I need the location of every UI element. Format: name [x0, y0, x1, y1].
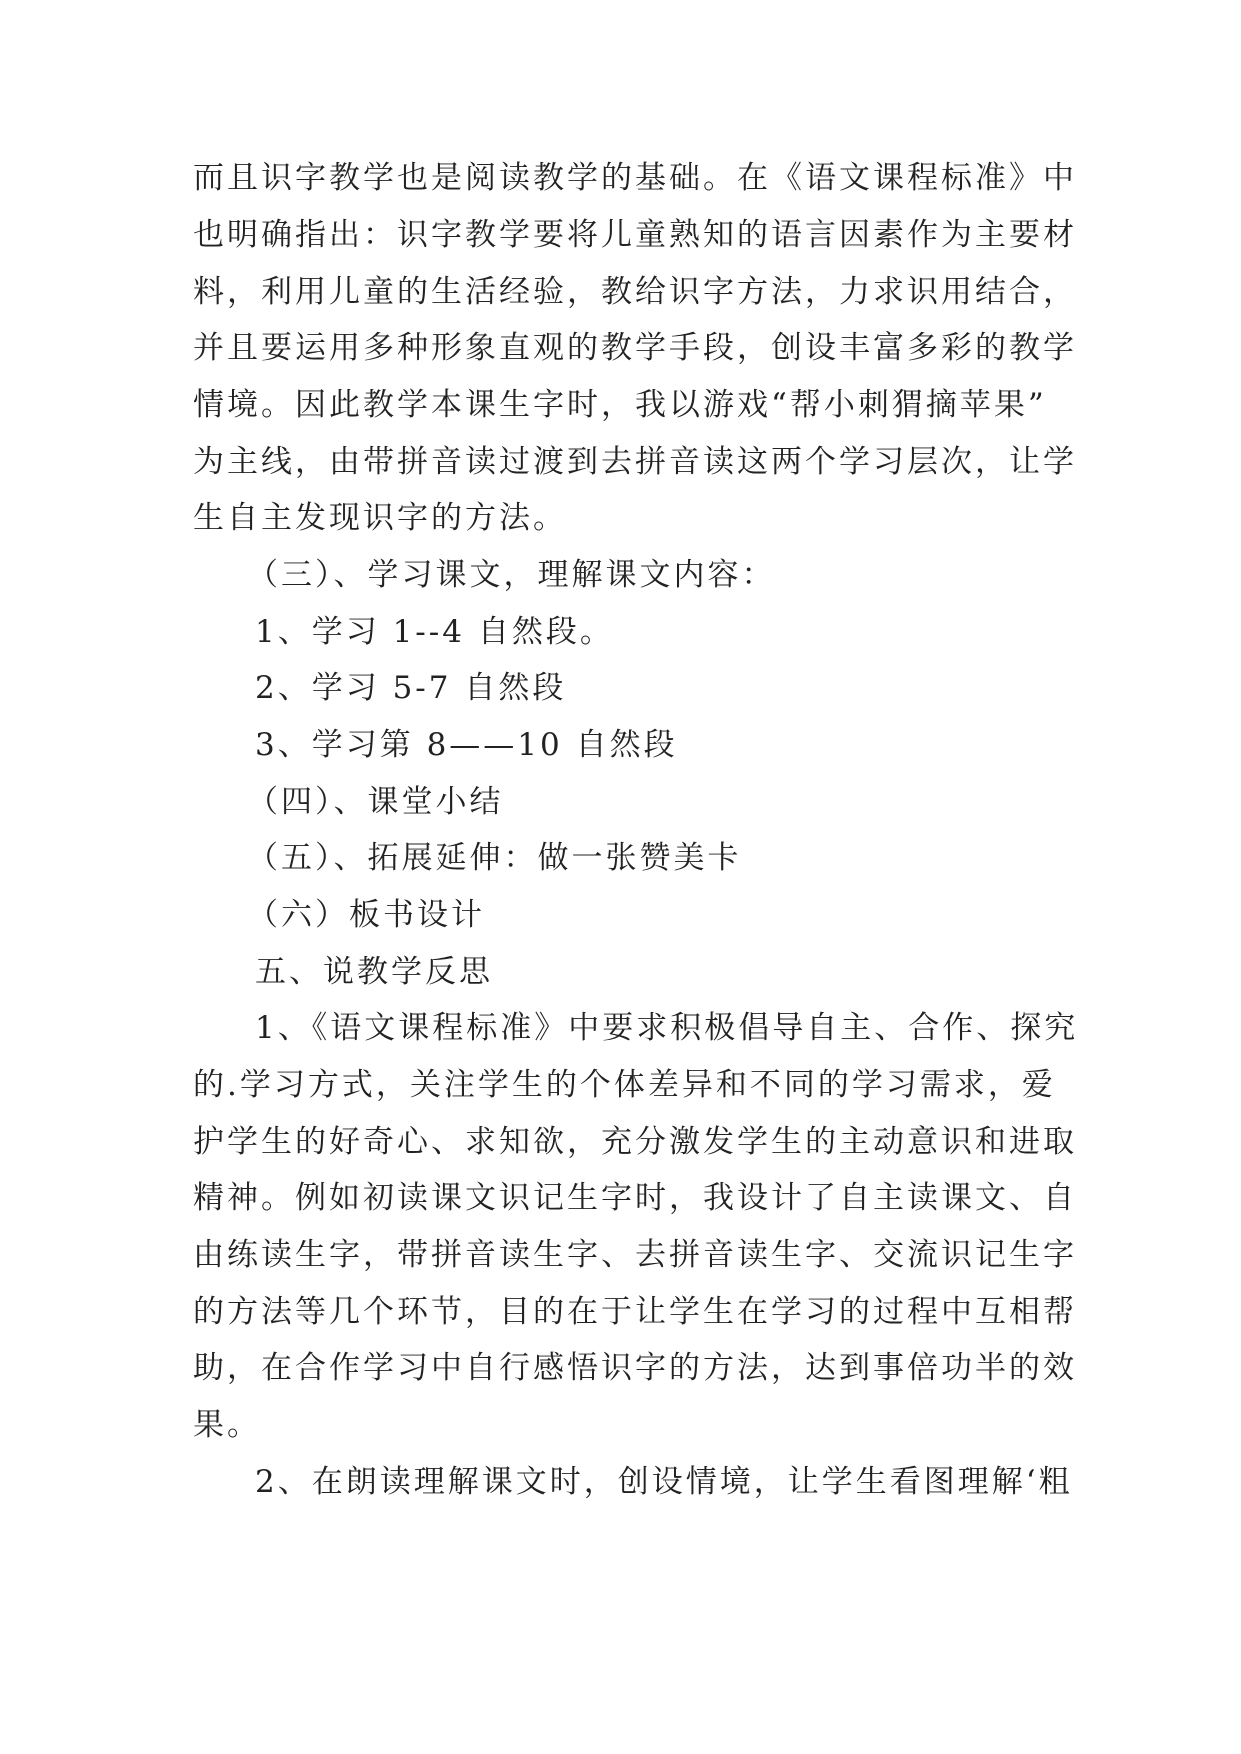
paragraph-line: 果。 [193, 1407, 261, 1443]
paragraph-line: 助，在合作学习中自行感悟识字的方法，达到事倍功半的效 [193, 1350, 1077, 1386]
paragraph-line: 并且要运用多种形象直观的教学手段，创设丰富多彩的教学 [193, 330, 1077, 366]
section-heading-six: （六）板书设计 [247, 897, 485, 933]
list-item: 2、学习 5-7 自然段 [255, 670, 567, 706]
section-heading-four: （四）、课堂小结 [247, 784, 504, 820]
paragraph-line: 精神。例如初读课文识记生字时，我设计了自主读课文、自 [193, 1180, 1077, 1216]
paragraph-line: 为主线，由带拼音读过渡到去拼音读这两个学习层次，让学 [193, 444, 1077, 480]
paragraph-line: 2、在朗读理解课文时，创设情境，让学生看图理解‘粗 [255, 1464, 1073, 1500]
paragraph-line: 的方法等几个环节，目的在于让学生在学习的过程中互相帮 [193, 1294, 1077, 1330]
chapter-heading: 五、说教学反思 [255, 954, 493, 990]
list-item: 1、学习 1--4 自然段。 [255, 614, 614, 650]
paragraph-line: 生自主发现识字的方法。 [193, 500, 567, 536]
paragraph-line: 由练读生字，带拼音读生字、去拼音读生字、交流识记生字 [193, 1237, 1077, 1273]
paragraph-line: 而且识字教学也是阅读教学的基础。在《语文课程标准》中 [193, 160, 1077, 196]
list-item: 3、学习第 8——10 自然段 [255, 727, 678, 763]
paragraph-line: 护学生的好奇心、求知欲，充分激发学生的主动意识和进取 [193, 1124, 1077, 1160]
paragraph-line: 1、《语文课程标准》中要求积极倡导自主、合作、探究 [255, 1010, 1079, 1046]
section-heading-five: （五）、拓展延伸：做一张赞美卡 [247, 840, 742, 876]
paragraph-line: 也明确指出：识字教学要将儿童熟知的语言因素作为主要材 [193, 217, 1077, 253]
paragraph-line: 情境。因此教学本课生字时，我以游戏“帮小刺猬摘苹果” [193, 387, 1047, 423]
section-heading-three: （三）、学习课文，理解课文内容： [247, 557, 776, 593]
paragraph-line: 的.学习方式，关注学生的个体差异和不同的学习需求，爱 [193, 1067, 1056, 1103]
paragraph-line: 料，利用儿童的生活经验，教给识字方法，力求识用结合， [193, 274, 1077, 310]
